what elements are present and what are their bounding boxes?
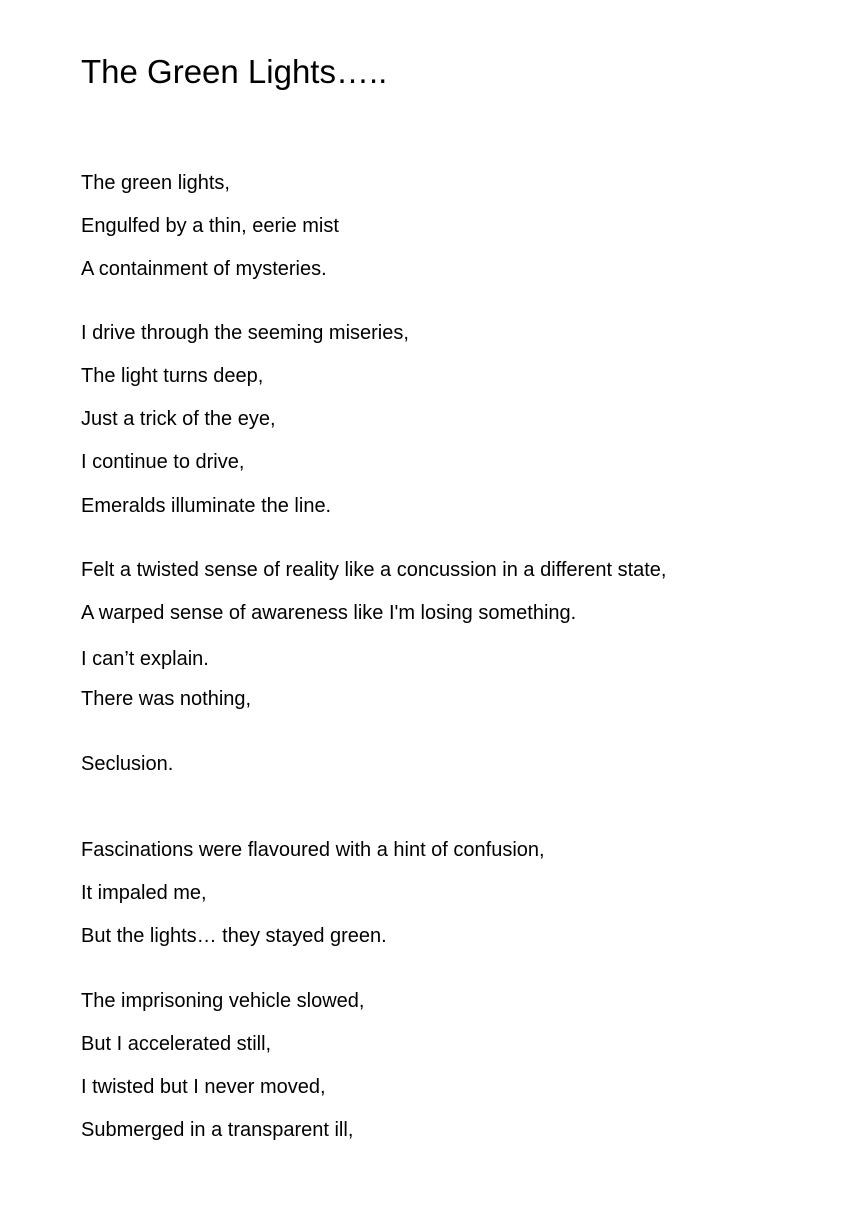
poem-line: I can’t explain. [81, 648, 209, 670]
poem-line: A warped sense of awareness like I'm losing something. [81, 602, 577, 624]
poem-line: Submerged in a transparent ill, [81, 1119, 354, 1141]
poem-line: Seclusion. [81, 753, 174, 775]
poem-line: The green lights, [81, 172, 230, 194]
poem-line: I twisted but I never moved, [81, 1076, 326, 1098]
poem-line: I continue to drive, [81, 451, 245, 473]
poem-line: A containment of mysteries. [81, 258, 327, 280]
poem-line: It impaled me, [81, 882, 207, 904]
poem-line: Just a trick of the eye, [81, 408, 276, 430]
poem-line: Engulfed by a thin, eerie mist [81, 215, 339, 237]
poem-line: I drive through the seeming miseries, [81, 322, 409, 344]
poem-line: There was nothing, [81, 688, 252, 710]
poem-line: But I accelerated still, [81, 1033, 272, 1055]
poem-line: The imprisoning vehicle slowed, [81, 990, 365, 1012]
poem-line: Emeralds illuminate the line. [81, 495, 332, 517]
poem-title: The Green Lights….. [81, 53, 388, 90]
poem-line: The light turns deep, [81, 365, 264, 387]
poem-line: Felt a twisted sense of reality like a concussion in a different state, [81, 559, 667, 581]
poem-line: Fascinations were flavoured with a hint of confusion, [81, 839, 545, 861]
poem-line: But the lights… they stayed green. [81, 925, 387, 947]
